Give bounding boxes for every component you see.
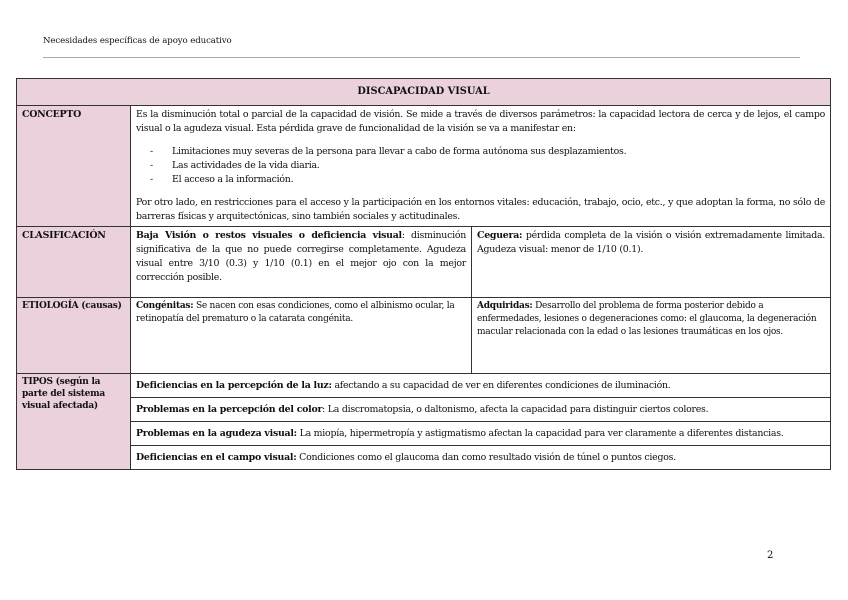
congenitas-definition: Se nacen con esas condiciones, como el albinismo ocular, la retinopatía del prematuro o la catarata congénita. [136, 301, 455, 324]
page-number: 2 [767, 550, 774, 561]
tipos-row [17, 398, 831, 422]
table-title: DISCAPACIDAD VISUAL [17, 79, 831, 106]
tipos-row [17, 422, 831, 446]
etiologia-congenitas [131, 298, 472, 374]
ceguera-term: Ceguera: [477, 230, 523, 241]
list-item: - Las actividades de la vida diaria. [150, 159, 825, 173]
clasificacion-row [17, 227, 831, 298]
concepto-list [150, 145, 825, 187]
tipos-item [131, 374, 831, 398]
tipos-item [131, 398, 831, 422]
tipos-item-text: Condiciones como el glaucoma dan como resultado visión de túnel o puntos ciegos. [296, 451, 676, 463]
header-divider [43, 57, 800, 58]
baja-vision-definition: : disminución significativa de la que no puede corregirse completamente. Agudeza visual entre 3/10 (0.3) y 1/10 (0.1) en el mejor ojo con la mejor corrección posible. [136, 230, 466, 283]
congenitas-term: Congénitas: [136, 301, 194, 311]
running-header: Necesidades específicas de apoyo educativo [43, 36, 232, 46]
tipos-item-text: : La discromatopsia, o daltonismo, afecta la capacidad para distinguir ciertos colores. [322, 403, 709, 415]
tipos-row [17, 374, 831, 398]
tipos-item-text: afectando a su capacidad de ver en diferentes condiciones de iluminación. [331, 379, 671, 391]
etiologia-label: ETIOLOGÍA (causas) [17, 298, 131, 374]
clasificacion-baja-vision [131, 227, 472, 298]
tipos-item-term: Deficiencias en el campo visual: [136, 451, 297, 463]
tipos-item-term: Deficiencias en la percepción de la luz: [136, 379, 332, 391]
etiologia-adquiridas [472, 298, 831, 374]
tipos-item [131, 446, 831, 470]
tipos-label: TIPOS (según la parte del sistema visual afectada) [17, 374, 131, 470]
adquiridas-definition: Desarrollo del problema de forma posterior debido a enfermedades, lesiones o degeneraciones como: el glaucoma, la degeneración macular relacionada con la edad o las lesiones traumáticas en los ojos. [477, 301, 817, 337]
tipos-item-text: La miopía, hipermetropía y astigmatismo afectan la capacidad para ver claramente a diferentes distancias. [296, 427, 784, 439]
concepto-closing: Por otro lado, en restricciones para el acceso y la participación en los entornos vitales: educación, trabajo, ocio, etc., y que adoptan la forma, no sólo de barreras físicas y arquitectónicas, sino también sociales y actitudinales. [136, 197, 826, 222]
visual-disability-table [16, 78, 831, 470]
tipos-item-term: Problemas en la agudeza visual: [136, 427, 297, 439]
etiologia-row [17, 298, 831, 374]
concepto-row [17, 106, 831, 227]
list-item: - Limitaciones muy severas de la persona para llevar a cabo de forma autónoma sus desplazamientos. [150, 145, 825, 159]
concepto-content [131, 106, 831, 227]
clasificacion-label: CLASIFICACIÓN [17, 227, 131, 298]
clasificacion-ceguera [472, 227, 831, 298]
list-item: - El acceso a la información. [150, 173, 825, 187]
ceguera-definition: pérdida completa de la visión o visión extremadamente limitada. Agudeza visual: menor de 1/10 (0.1). [477, 230, 826, 255]
tipos-item-term: Problemas en la percepción del color [136, 403, 323, 415]
tipos-item [131, 422, 831, 446]
concepto-intro: Es la disminución total o parcial de la capacidad de visión. Se mide a través de diversos parámetros: la capacidad lectora de cerca y de lejos, el campo visual o la agudeza visual. Esta pérdida grave de funcionalidad de la visión se va a manifestar en: [136, 109, 826, 134]
title-row [17, 79, 831, 106]
baja-vision-term: Baja Visión o restos visuales o deficiencia visual [136, 230, 402, 241]
tipos-row [17, 446, 831, 470]
concepto-label: CONCEPTO [17, 106, 131, 227]
adquiridas-term: Adquiridas: [477, 301, 533, 311]
